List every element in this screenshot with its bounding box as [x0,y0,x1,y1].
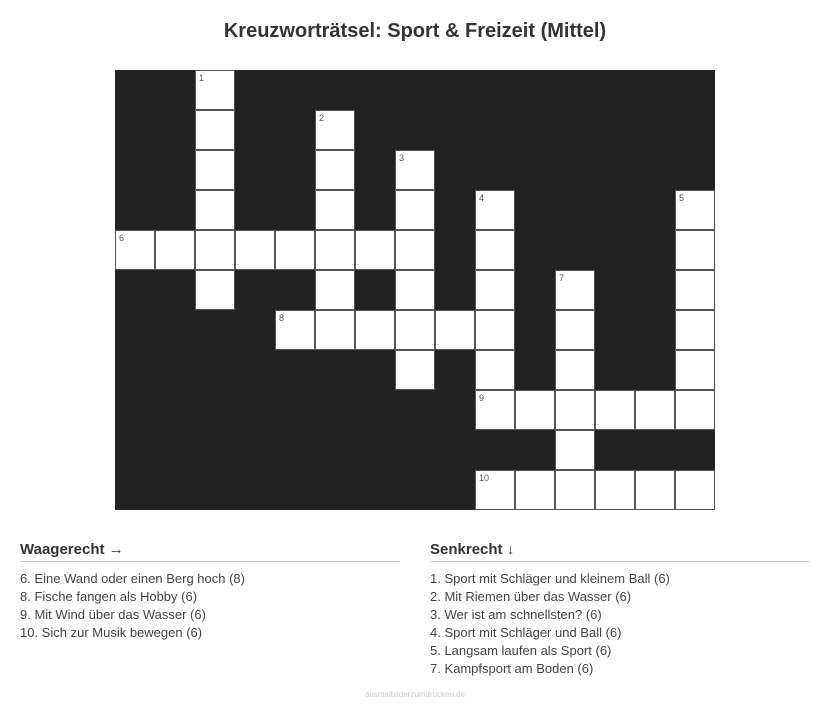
crossword-cell[interactable] [435,310,475,350]
clue-number: 1 [199,73,205,83]
crossword-cell[interactable] [195,190,235,230]
clue-item: 3. Wer ist am schnellsten? (6) [430,607,602,622]
crossword-cell[interactable] [315,310,355,350]
clue-number: 3 [399,153,405,163]
crossword-cell[interactable] [315,150,355,190]
clue-item: 4. Sport mit Schläger und Ball (6) [430,625,622,640]
crossword-cell[interactable] [555,350,595,390]
crossword-cell[interactable] [595,470,635,510]
clue-number: 4 [479,193,485,203]
crossword-cell[interactable] [395,310,435,350]
crossword-cell[interactable] [395,230,435,270]
clue-number: 2 [319,113,325,123]
crossword-cell[interactable] [195,230,235,270]
crossword-cell[interactable] [515,390,555,430]
crossword-cell[interactable] [675,350,715,390]
clue-item: 8. Fische fangen als Hobby (6) [20,589,198,604]
clue-item: 7. Kampfsport am Boden (6) [430,661,594,676]
crossword-cell[interactable] [555,470,595,510]
crossword-cell[interactable] [555,310,595,350]
page-title: Kreuzworträtsel: Sport & Freizeit (Mittel) [223,20,607,42]
crossword-cell[interactable] [275,230,315,270]
clue-number: 9 [479,393,485,403]
crossword-cell[interactable] [555,390,595,430]
crossword-cell[interactable] [475,310,515,350]
crossword-cell[interactable] [395,350,435,390]
crossword-cell[interactable] [515,470,555,510]
crossword-cell[interactable] [395,150,435,190]
crossword-cell[interactable] [395,190,435,230]
crossword-cell[interactable] [675,230,715,270]
clue-number: 7 [559,273,565,283]
down-heading: Senkrecht ↓ [430,540,810,562]
crossword-cell[interactable] [315,270,355,310]
clue-item: 5. Langsam laufen als Sport (6) [430,643,612,658]
down-clue-list [430,570,810,678]
crossword-cell[interactable] [195,70,235,110]
crossword-cell[interactable] [555,270,595,310]
crossword-cell[interactable] [475,350,515,390]
crossword-cell[interactable] [275,310,315,350]
crossword-cell[interactable] [235,230,275,270]
clue-item: 10. Sich zur Musik bewegen (6) [20,625,203,640]
across-heading: Waagerecht → [20,540,400,562]
crossword-cell[interactable] [315,230,355,270]
crossword-cell[interactable] [315,110,355,150]
crossword-cell[interactable] [475,270,515,310]
crossword-cell[interactable] [475,390,515,430]
crossword-cell[interactable] [355,230,395,270]
footer-watermark: ausmalbilderzumdrucken.de [364,690,466,699]
clue-number: 8 [279,313,285,323]
across-clues [20,540,400,642]
clue-item: 6. Eine Wand oder einen Berg hoch (8) [20,571,245,586]
crossword-cell[interactable] [595,390,635,430]
crossword-cell[interactable] [675,190,715,230]
crossword-cell[interactable] [475,190,515,230]
crossword-cell[interactable] [675,470,715,510]
crossword-cell[interactable] [315,190,355,230]
clue-item: 9. Mit Wind über das Wasser (6) [20,607,206,622]
clue-number: 6 [119,233,125,243]
clue-item: 2. Mit Riemen über das Wasser (6) [430,589,632,604]
crossword-cell[interactable] [675,310,715,350]
crossword-cell[interactable] [115,230,155,270]
crossword-cell[interactable] [195,150,235,190]
crossword-cell[interactable] [195,110,235,150]
crossword-cell[interactable] [155,230,195,270]
clue-number: 5 [679,193,685,203]
clue-item: 1. Sport mit Schläger und kleinem Ball (6) [430,571,670,586]
crossword-cell[interactable] [475,470,515,510]
crossword-cell[interactable] [555,430,595,470]
crossword-cell[interactable] [675,390,715,430]
crossword-cell[interactable] [675,270,715,310]
crossword-grid [115,70,715,510]
crossword-cell[interactable] [635,470,675,510]
crossword-cell[interactable] [395,270,435,310]
crossword-cell[interactable] [475,230,515,270]
across-clue-list [20,570,400,642]
crossword-cell[interactable] [195,270,235,310]
down-clues [430,540,810,678]
crossword-cell[interactable] [355,310,395,350]
crossword-cell[interactable] [635,390,675,430]
clue-number: 10 [479,473,490,483]
